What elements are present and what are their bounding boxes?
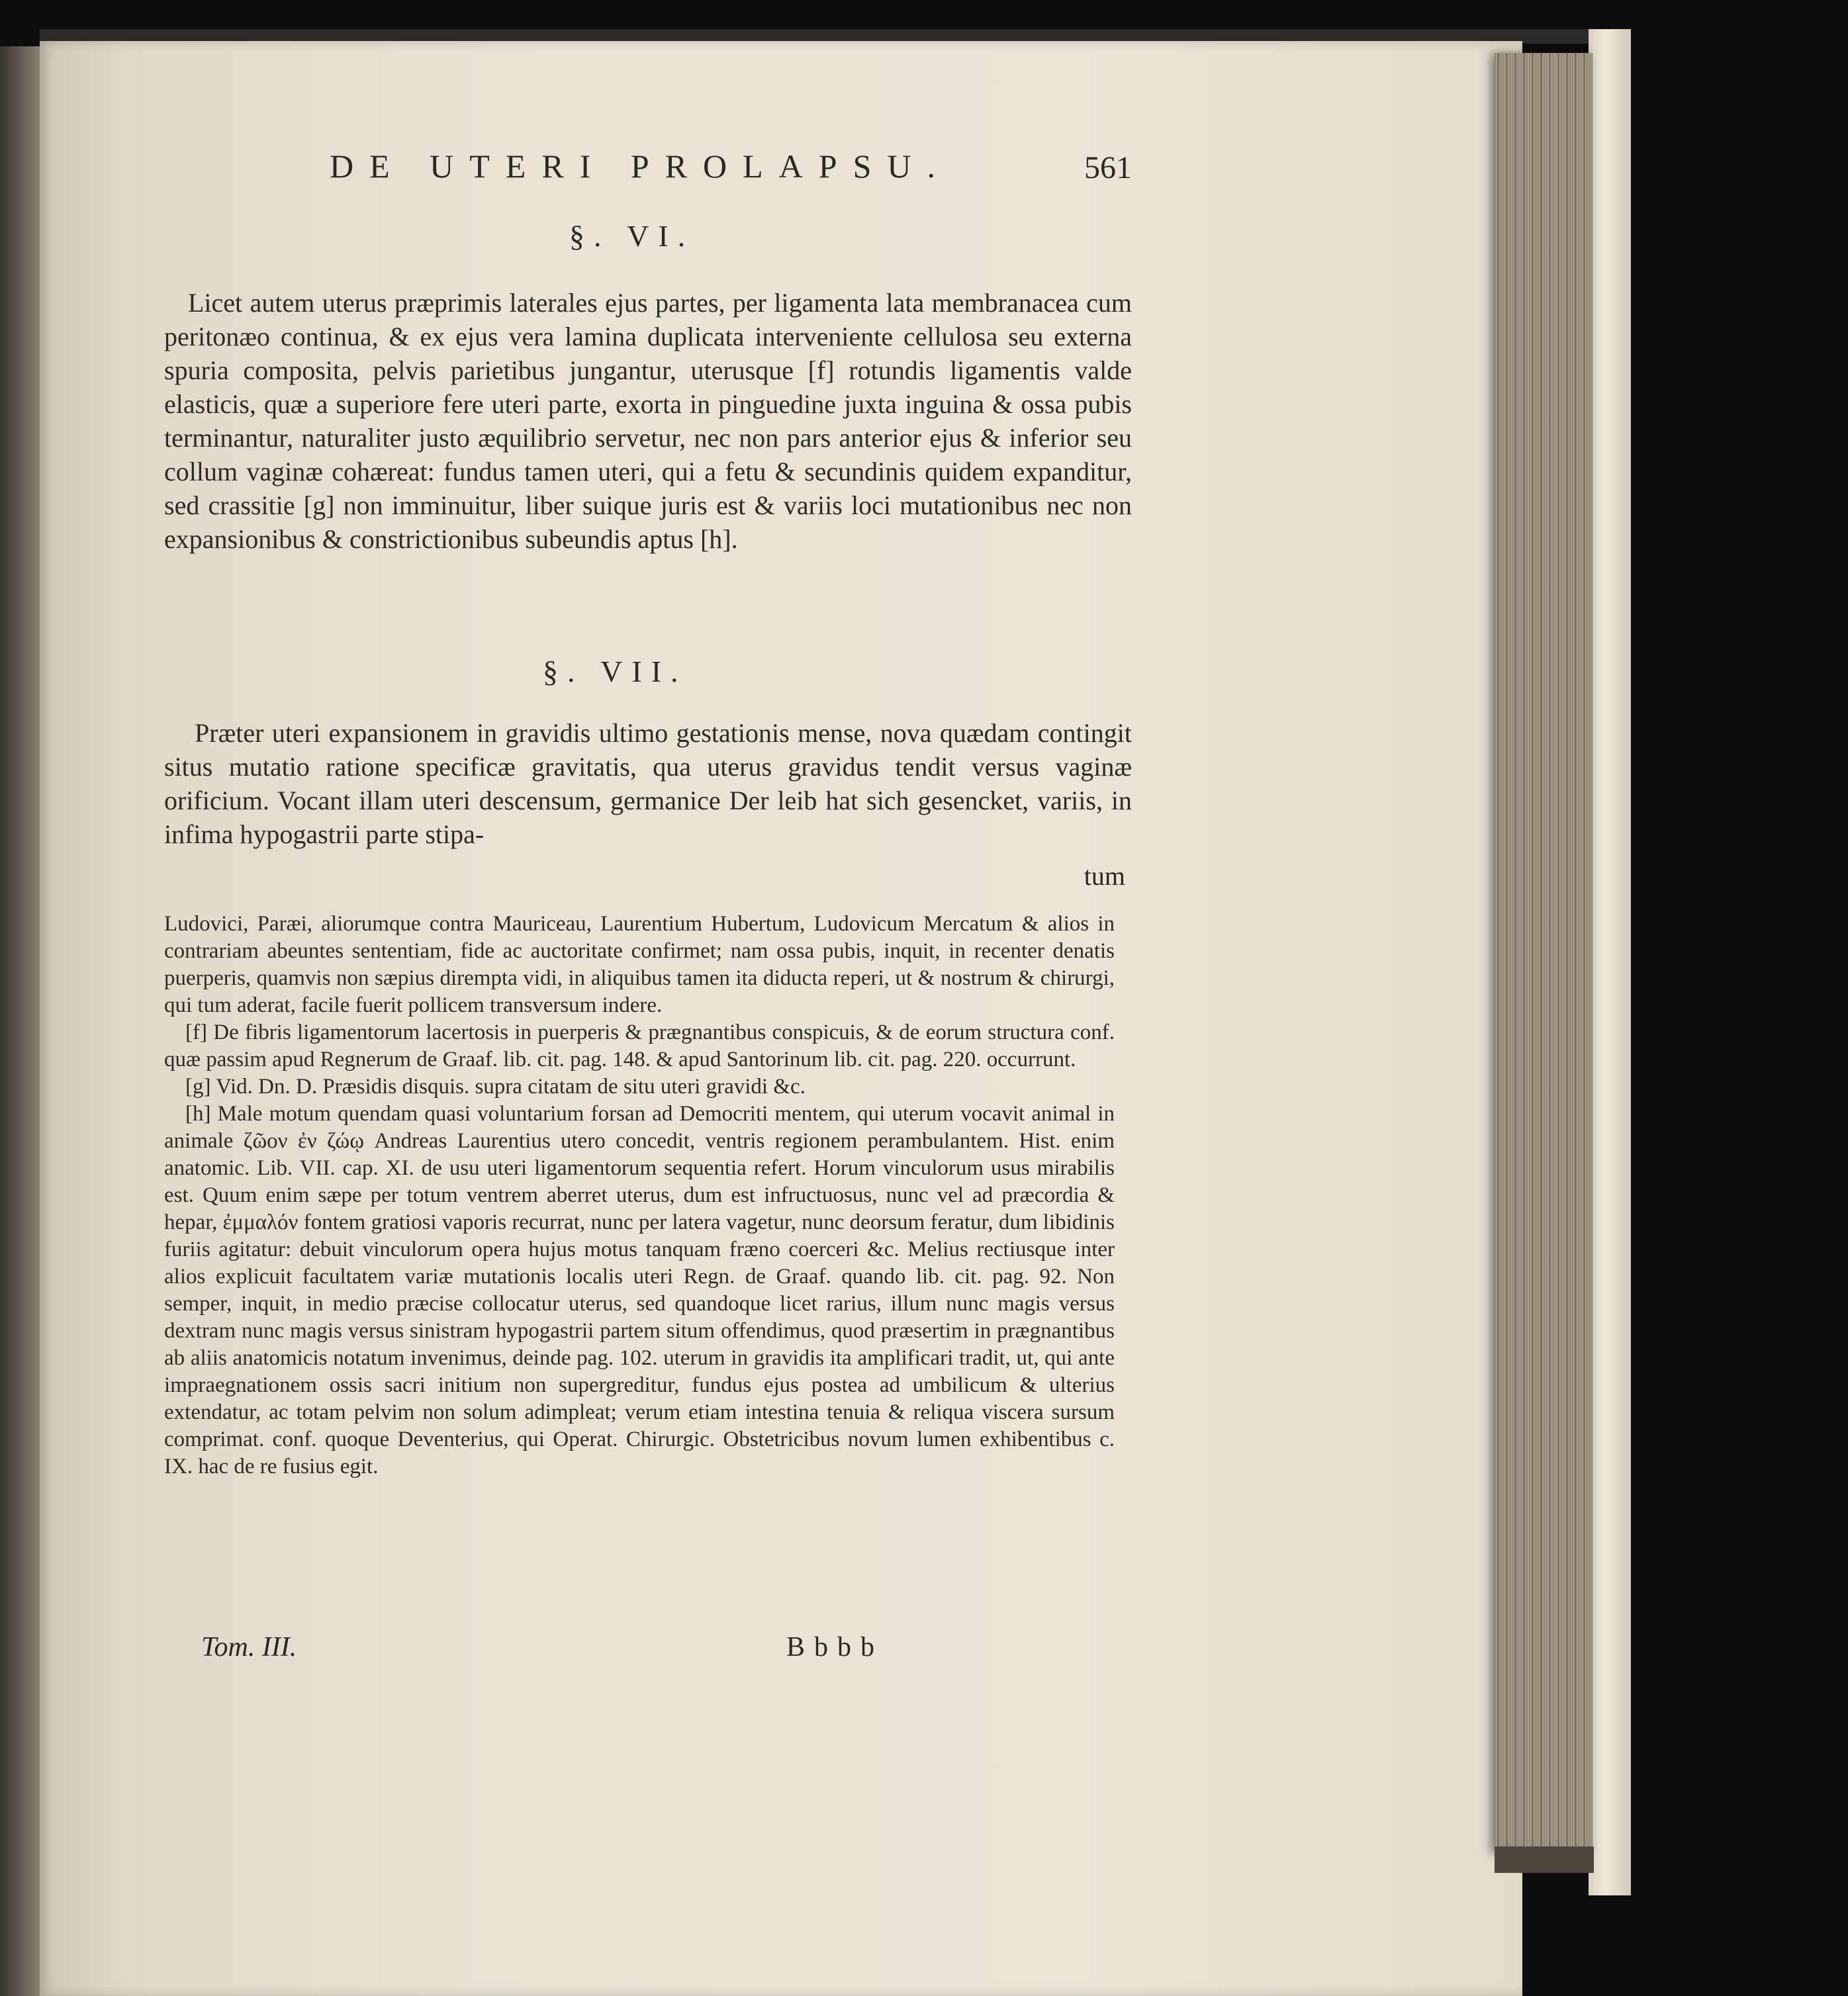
signature-mark: Bbbb [786, 1632, 884, 1662]
footnote-h: [h] Male motum quendam quasi voluntarium forsan ad Democriti mentem, qui uterum vocavit animal in animale ζῶον ἐν ζώῳ Andreas Laurentius utero concedit, ventris regionem perambulantem. Hist. enim anatomic. Lib. VII. cap. XI. de usu uteri ligamentorum sequentia refert. Horum vinculorum usus mirabilis est. Quum enim sæpe per totum ventrem aberret uterus, dum est infructuosus, nunc vel ad præcordia & hepar, ἐμμαλόν fontem gratiosi vaporis recurrat, nunc per latera vagetur, nunc deorsum feratur, dum libidinis furiis agitatur: debuit vinculorum opera hujus motus tanquam fræno coerceri &c. Melius rectiusque inter alios explicuit facultatem variæ mutationis localis uteri Regn. de Graaf. quando lib. cit. pag. 92. Non semper, inquit, in medio præcise collocatur uterus, sed quandoque licet rarius, illum nunc magis versus dextram nunc magis versus sinistram hypogastrii partem situm offendimus, quod præsertim in prægnantibus ab aliis anatomicis notatum invenimus, deinde pag. 102. uterum in gravidis ita amplificari tradit, ut, qui ante impraegnationem ossis sacri initium non supergreditur, fundus ejus postea ad umbilicum & ulterius extendatur, ac totam pelvim non solum adimpleat; verum etiam intestina tenuia & reliqua viscera sursum comprimat. conf. quoque Deventerius, qui Operat. Chirurgic. Obstetricibus novum lumen exhibentibus c. IX. hac de re fusius egit. [164, 1102, 1115, 1478]
catchword: tum [1084, 861, 1125, 891]
running-head-title: DE UTERI PROLAPSU. [330, 148, 951, 185]
page-footer [164, 1631, 1131, 1671]
running-head [164, 147, 1132, 193]
volume-label: Tom. III. [201, 1632, 297, 1662]
footnote-continued: Ludovici, Paræi, aliorumque contra Mauriceau, Laurentium Hubertum, Ludovicum Mercatum & alios in contrariam abeuntes sententiam, fide ac auctoritate confirmet; nam ossa pubis, inquit, in recenter denatis puerperis, quamvis non sæpius dirempta vidi, in aliquibus tamen ita diducta reperi, ut & nostrum & chirurgi, qui tum aderat, facile fuerit pollicem transversum indere. [164, 912, 1115, 1017]
page-fore-edge [1495, 53, 1593, 1853]
page-fore-edge-shadow [1495, 1846, 1594, 1873]
book-cover-board [1589, 29, 1631, 1895]
footnotes [164, 911, 1115, 1480]
footnote-f: [f] De fibris ligamentorum lacertosis in puerperis & prægnantibus conspicuis, & de eorum structura conf. quæ passim apud Regnerum de Graaf. lib. cit. pag. 148. & apud Santorinum lib. cit. pag. 220. occurrunt. [164, 1021, 1115, 1071]
footnote-g: [g] Vid. Dn. D. Præsidis disquis. supra citatam de situ uteri gravidi &c. [185, 1075, 806, 1099]
section-6-paragraph: Licet autem uterus præprimis laterales ejus partes, per ligamenta lata membranacea cum peritonæo continua, & ex ejus vera lamina duplicata interveniente cellulosa seu externa spuria composita, pelvis parietibus jungantur, uterusque [f] rotundis ligamentis valde elasticis, quæ a superiore fere uteri parte, exorta in pinguedine juxta inguina & ossa pubis terminantur, naturaliter justo æquilibrio servetur, nec non pars anterior ejus & inferior seu collum vaginæ cohæreat: fundus tamen uteri, qui a fetu & secundinis quidem expanditur, sed crassitie [g] non imminuitur, liber suique juris est & variis loci mutationibus nec non expansionibus & constrictionibus subeundis aptus [h]. [164, 288, 1132, 554]
section-6-heading: §. VI. [569, 219, 695, 253]
section-7-heading: §. VII. [543, 655, 688, 688]
section-7-paragraph: Præter uteri expansionem in gravidis ultimo gestationis mense, nova quædam contingit situs mutatio ratione specificæ gravitatis, qua uterus gravidus tendit versus vaginæ orificium. Vocant illam uteri descensum, germanice Der leib hat sich gesencket, variis, in infima hypogastrii parte stipa- [164, 718, 1132, 849]
page-number: 561 [1084, 150, 1132, 185]
